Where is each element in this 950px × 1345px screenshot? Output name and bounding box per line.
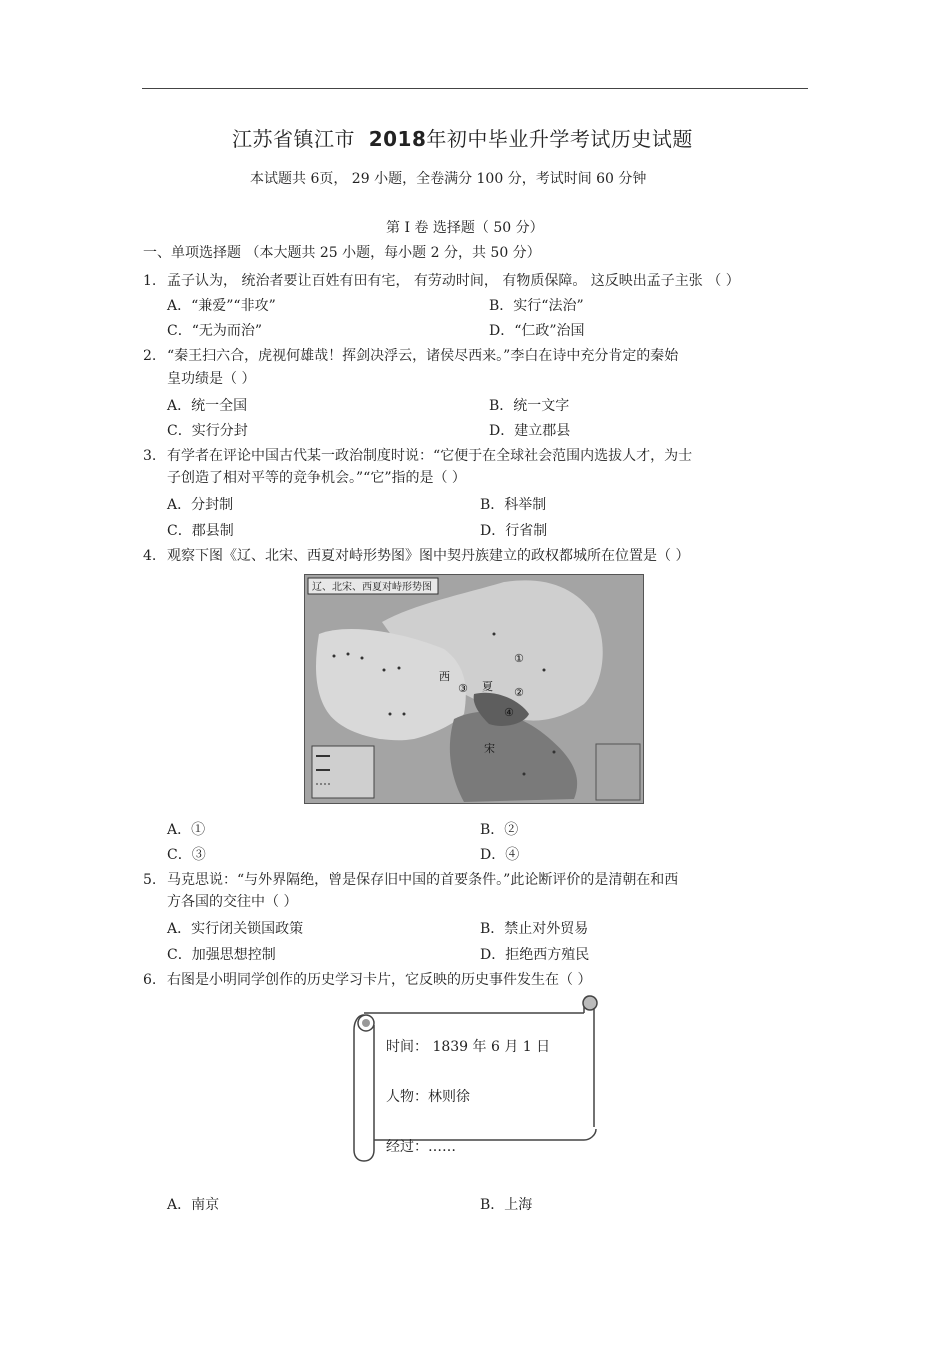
q2-option-c: C．实行分封 xyxy=(167,423,248,439)
map-title: 辽、北宋、西夏对峙形势图 xyxy=(312,582,432,593)
q5-option-a: A．实行闭关锁国政策 xyxy=(167,921,304,937)
question-5-stem: 5. 马克思说：“与外界隔绝，曾是保存旧中国的首要条件。”此论断评价的是清朝在和西 xyxy=(143,872,679,888)
q6-option-b: B．上海 xyxy=(480,1197,533,1213)
question-1-stem: 1. 孟子认为， 统治者要让百姓有田有宅， 有劳动时间， 有物质保障。 这反映出孟子主张 （ ） xyxy=(143,273,740,289)
section-label: 第 I 卷 选择题（ 50 分） xyxy=(386,220,544,236)
header-rule xyxy=(142,88,808,89)
q2-option-b: B．统一文字 xyxy=(489,398,570,414)
map-marker-3: ③ xyxy=(458,682,468,695)
map-label-xi: 西 xyxy=(439,670,450,683)
q3-option-c: C．郡县制 xyxy=(167,523,234,539)
q2-option-a: A．统一全国 xyxy=(167,398,248,414)
q4-option-c: C．③ xyxy=(167,847,206,863)
q4-option-a: A．① xyxy=(167,822,206,838)
q1-option-a: A．“兼爱”“非攻” xyxy=(167,298,276,314)
q6-option-a: A．南京 xyxy=(167,1197,220,1213)
question-5-stem-cont: 方各国的交往中（ ） xyxy=(167,894,298,910)
question-2-stem-cont: 皇功绩是（ ） xyxy=(167,371,256,387)
exam-info: 本试题共 6页， 29 小题，全卷满分 100 分，考试时间 60 分钟 xyxy=(250,171,647,187)
card-time: 时间： 1839 年 6 月 1 日 xyxy=(386,1039,551,1055)
question-3-stem: 3. 有学者在评论中国古代某一政治制度时说：“它便于在全球社会范围内选拔人才，为士 xyxy=(143,448,693,464)
q5-option-d: D．拒绝西方殖民 xyxy=(480,947,590,963)
map-marker-2: ② xyxy=(514,686,524,699)
map-marker-1: ① xyxy=(514,652,524,665)
question-2-stem: 2. “秦王扫六合，虎视何雄哉！挥剑决浮云，诸侯尽西来。”李白在诗中充分肯定的秦始 xyxy=(143,348,679,364)
question-6-stem: 6. 右图是小明同学创作的历史学习卡片，它反映的历史事件发生在（ ） xyxy=(143,972,592,988)
card-process: 经过：…… xyxy=(386,1139,456,1155)
q3-option-d: D．行省制 xyxy=(480,523,548,539)
question-4-stem: 4. 观察下图《辽、北宋、西夏对峙形势图》图中契丹族建立的政权都城所在位置是（ ） xyxy=(143,548,690,564)
map-marker-4: ④ xyxy=(504,706,514,719)
q5-option-b: B．禁止对外贸易 xyxy=(480,921,589,937)
question-3-stem-cont: 子创造了相对平等的竞争机会。”“它”指的是（ ） xyxy=(167,470,466,486)
page-title: 江苏省镇江市 2018年初中毕业升学考试历史试题 xyxy=(232,127,693,151)
part-heading: 一、单项选择题 （本大题共 25 小题，每小题 2 分，共 50 分） xyxy=(143,245,541,261)
q1-option-b: B．实行“法治” xyxy=(489,298,584,314)
q3-option-b: B．科举制 xyxy=(480,497,547,513)
q3-option-a: A．分封制 xyxy=(167,497,234,513)
map-label-xia: 夏 xyxy=(482,680,493,693)
card-person: 人物：林则徐 xyxy=(386,1089,470,1105)
q2-option-d: D．建立郡县 xyxy=(489,423,571,439)
history-study-card xyxy=(352,995,602,1165)
q4-option-b: B．② xyxy=(480,822,519,838)
q4-option-d: D．④ xyxy=(480,847,520,863)
map-label-song: 宋 xyxy=(484,742,495,755)
q5-option-c: C．加强思想控制 xyxy=(167,947,276,963)
liao-song-xixia-map xyxy=(304,574,644,804)
q1-option-c: C．“无为而治” xyxy=(167,323,263,339)
q1-option-d: D．“仁政”治国 xyxy=(489,323,585,339)
